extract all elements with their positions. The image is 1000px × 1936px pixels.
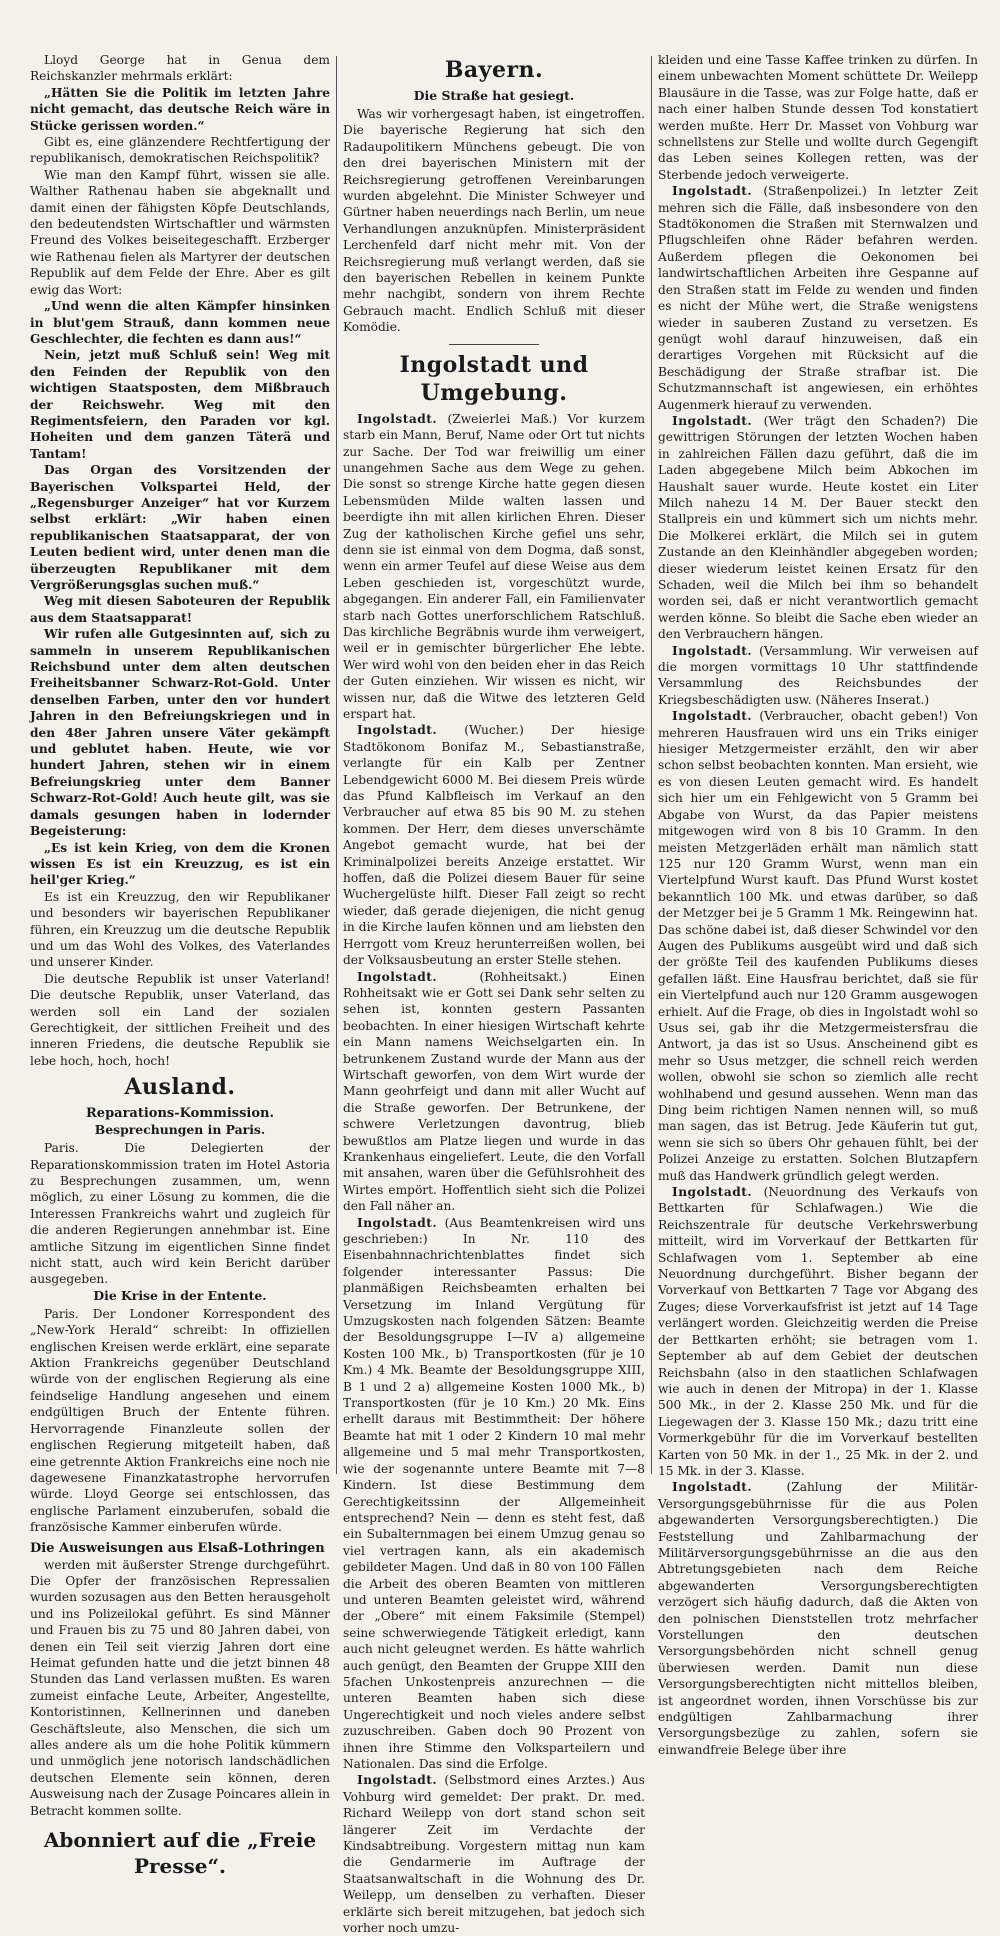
- divider: [449, 344, 539, 345]
- paragraph: Was wir vorhergesagt haben, ist eingetroffen. Die bayerische Regierung hat sich den Radaupolitikern Münchens gebeugt. Die von den drei bayerischen Ministern mit der Reichsregierung getroffenen Vereinbarungen wurden abgelehnt. Die Minister Schweyer und Gürtner haben neuerdings nach Berlin, um neue Verhandlungen anzuknüpfen. Ministerpräsident Lerchenfeld darf nicht mehr mit. Von der Reichsregierung muß verlangt werden, daß sie den bayerischen Rebellen in keinem Punkte mehr nachgibt, sondern von ihrem Rechte Gebrauch macht. Endlich Schluß mit dieser Komödie.: [343, 107, 645, 335]
- news-text: (Wer trägt den Schaden?) Die gewittrigen Störungen der letzten Wochen haben in zahlreichen Fällen dazu geführt, daß die im Laden abgegebene Milch beim Abkochen im Haushalt sauer wurde. Heute kostet ein Liter Milch nahezu 14 M. Der Bauer steckt den Stallpreis ein und kümmert sich um nichts mehr. Die Molkerei erklärt, die Milch sei in gutem Zustande an den Kleinhändler abgegeben worden; dieser wiederum leistet keinen Ersatz für den Schaden, weil die Milch bei ihm so behandelt worden sei, daß er nicht verantwortlich gemacht werden könne. So bleibt die Sache eben wieder an den Verbrauchern hängen.: [658, 413, 979, 642]
- paragraph: Das Organ des Vorsitzenden der Bayerischen Volkspartei Held, der „Regensburger Anzeiger“ hat vor Kurzem selbst erklärt: „Wir haben einen republikanischen Staatsapparat, der von Leuten bedient wird, unter denen man die überzeugten Republikaner mit dem Vergrößerungsglas suchen muß.“: [30, 463, 330, 592]
- dateline: Ingolstadt.: [672, 709, 753, 724]
- paragraph: Es ist ein Kreuzzug, den wir Republikaner und besonders wir bayerischen Republikaner führen, ein Kreuzzug um die deutsche Republik und um das Wohl des Volkes, des Vaterlandes und unserer Kinder.: [30, 889, 330, 970]
- news-item: [658, 1479, 978, 1758]
- news-text: (Neuordnung des Verkaufs von Bettkarten für Schlafwagen.) Wie die Reichszentrale für deutsche Verkehrswerbung mitteilt, wird im Vorverkauf der Bettkarten für Schlafwagen vom 1. September ab eine Neuordnung durchgeführt. Bisher begann der Vorverkauf von Bettkarten 7 Tage vor Abgang des Zuges; diese Vorverkaufsfrist ist jetzt auf 14 Tage verlängert worden. Gleichzeitig werden die Preise der Bettkarten erhöht; sie betragen vom 1. September ab auf dem Gebiet der deutschen Reichsbahn (also in den staatlichen Schlafwagen wie auch in denen der Mitropa) in der 1. Klasse 500 Mk., in der 2. Klasse 250 Mk. und für die Liegewagen der 3. Klasse 150 Mk.; dazu tritt eine Vormerkgebühr für die im Vorverkauf bestellten Karten von 50 Mk. in der 1., 25 Mk. in der 2. und 15 Mk. in der 3. Klasse.: [658, 1185, 978, 1478]
- dateline: Ingolstadt.: [357, 1215, 438, 1230]
- dateline: Ingolstadt.: [357, 1773, 438, 1788]
- dateline: Ingolstadt.: [672, 413, 753, 428]
- section-heading-bayern: Bayern.: [444, 57, 544, 83]
- news-item: [343, 1772, 645, 1936]
- column-divider: [336, 56, 337, 1474]
- paragraph: Paris. Der Londoner Korrespondent des „New-York Herald“ schreibt: In offiziellen englischen Kreisen werde erklärt, eine separate Aktion Frankreichs gegenüber Deutschland würde von der englischen Regierung als eine feindselige Handlung angesehen und einem endgültigen Bruch der Entente führen. Hervorragende Finanzleute sollen der englischen Regierung mitgeteilt haben, daß eine getrennte Aktion Frankreichs eine noch nie dagewesene Finanzkatastrophe hervorrufen würde. Lloyd George sei entschlossen, das englische Parlament einzuberufen, sobald die französische Kammer einberufen würde.: [30, 1306, 330, 1535]
- news-text: (Zweierlei Maß.) Vor kurzem starb ein Mann, Beruf, Name oder Ort tut nichts zur Sache. Der Tod war freiwillig um einer unangehmen Sache aus dem Wege zu gehen. Die sonst so strenge Kirche hatte gegen diesen Lebensmüden Milde walten lassen und beerdigte ihn mit allen kirlichen Ehren. Dieser Zug der katholischen Kirche gefiel uns sehr, denn sie ist einmal von dem Dogma, daß sonst, wenn ein armer Teufel auf diese Weise aus dem Leben geschieden ist, vorgeschützt wurde, abgegangen. Ein anderer Fall, ein Familienvater starb nach Gottes unerforschlichem Ratschluß. Das kirchliche Begräbnis wurde ihm verweigert, weil er in gemischter bürgerlicher Ehe lebte. Wer wird wohl von den beiden eher in das Reich der Guten einziehen. Wir wissen es nicht, wir wissen nur, daß die Witwe des letzteren Geld erspart hat.: [343, 411, 646, 721]
- column-left: [30, 52, 330, 1879]
- news-item: [343, 969, 645, 1215]
- news-text: (Verbraucher, obacht geben!) Von mehreren Hausfrauen wird uns ein Triks einiger hiesiger Metzgermeister erzählt, den wir aber schon selbst beobachten konnten. Man ersieht, wie es von diesen Leuten gemacht wird. Es handelt sich hier um ein Fehlgewicht von 5 Gramm bei Abgabe von Wurst, da das Papier meistens mitgewogen wird von 8 bis 10 Gramm. In den meisten Metzgerläden erhält man nämlich statt 125 nur 120 Gramm Wurst, wenn man ein Viertelpfund Wurst kauft. Das Pfund Wurst kostet bekanntlich 100 Mk. und etwas darüber, so daß der Metzger bei je 5 Gramm 1 Mk. Reingewinn hat. Das schöne dabei ist, daß dieser Schwindel vor den Augen des Publikums ausgeübt wird und daß sich der größte Teil des kaufenden Publikums dieses gefallen läßt. Eine Hausfrau berichtet, daß sie für ein Viertelpfund auch nur 120 Gramm ausgewogen erhielt. Auf die Frage, ob dies in Ingolstadt wohl so Usus sei, gab ihr die Metzgermeistersfrau die Antwort, ja das ist so Usus. Anscheinend gibt es mehr so Usus metzger, die schnell reich werden wollen, obwohl sie schon so ziemlich alle recht wohlhabend und gesund aussehen. Wenn man das Ding beim richtigen Namen nennen will, so muß man sagen, das ist Betrug. Jede Käuferin tut gut, wenn sie sich so übers Ohr gehauen fühlt, bei der Polizei Anzeige zu erstatten. Solchen Blutzapfern muß das Handwerk gründlich gelegt werden.: [658, 709, 979, 1183]
- news-text: (Straßenpolizei.) In letzter Zeit mehren sich die Fälle, daß insbesondere von den Stadtökonomen die Straßen mit Sternwalzen und Pflugschleifen ohne Räder befahren werden. Außerdem pflegen die Oekonomen bei landwirtschaftlichen Arbeiten ihre Gespanne auf den Straßen statt im Felde zu wenden und finden es nicht der Mühe wert, die Straße wenigstens wieder in sauberen Zustand zu versetzen. Es genügt wohl darauf hinzuweisen, daß ein derartiges Vorgehen mit Rücksicht auf die Beschädigung der Straße strafbar ist. Die Schutzmannschaft ist angewiesen, ein erhöhtes Augenmerk hierauf zu verwenden.: [658, 184, 978, 412]
- dateline: Ingolstadt.: [357, 723, 438, 738]
- paragraph: werden mit äußerster Strenge durchgeführt. Die Opfer der französischen Repressalien wurden sozusagen aus den Betten herausgeholt und ins Polizeilokal geführt. Es sind Männer und Frauen bis zu 75 und 80 Jahren dabei, von denen ein Teil seit vierzig Jahren dort eine Heimat gefunden hatte und die jetzt binnen 48 Stunden das Land verlassen mußten. Es waren zumeist einfache Leute, Arbeiter, Angestellte, Kontoristinnen, Kellnerinnen und daneben Geschäftsleute, also Menschen, die sich um alles andere als um die hohe Politik kümmern und unmöglich jene notorisch landschädlichen deutschen Elemente sein können, deren Ausweisung nach der Zusage Poincares allein in Betracht kommen sollte.: [30, 1557, 330, 1818]
- news-item: [343, 411, 645, 723]
- paragraph: Wir rufen alle Gutgesinnten auf, sich zu sammeln in unserem Republikanischen Reichsbund unter dem alten deutschen Freiheitsbanner Schwarz-Rot-Gold. Unter denselben Farben, unter den vor hundert Jahren in den Befreiungskriegen und in den 48er Jahren unsere Väter gekämpft und geblutet haben. Heute, wie vor hundert Jahren, stehen wir in einem Befreiungskrieg unter dem Banner Schwarz-Rot-Gold! Auch heute gilt, was sie damals gesungen haben in lodernder Begeisterung:: [30, 627, 330, 839]
- article-title: Reparations-Kommission.: [86, 1106, 274, 1122]
- news-item: [658, 708, 978, 1184]
- news-item: [343, 1215, 645, 1773]
- news-text: (Selbstmord eines Arztes.) Aus Vohburg wird gemeldet: Der prakt. Dr. med. Richard Weilepp von dort stand schon seit längerer Zeit im Verdachte der Kindsabtreibung. Vorgestern mittag nun kam die Gendarmerie im Auftrage der Staatsanwaltschaft in die Wohnung des Dr. Weilepp, um denselben zu verhaften. Dieser erklärte sich bereit mitzugehen, bat jedoch sich vorher noch umzu-: [343, 1773, 645, 1936]
- paragraph: Gibt es, eine glänzendere Rechtfertigung der republikanisch, demokratischen Reichspolitik?: [30, 135, 330, 166]
- dateline: Ingolstadt.: [672, 1185, 753, 1200]
- paragraph: Nein, jetzt muß Schluß sein! Weg mit den Feinden der Republik von den wichtigen Staatsposten, dem Mißbrauch der Reichswehr. Weg mit den Regimentsfeiern, den Paraden vor kgl. Hoheiten und dem ganzen Täterä und Tantam!: [30, 348, 330, 461]
- dateline: Ingolstadt.: [672, 184, 753, 199]
- paragraph: Die deutsche Republik ist unser Vaterland! Die deutsche Republik, unser Vaterland, das werden soll ein Land der sozialen Gerechtigkeit, der sittlichen Freiheit und des inneren Friedens, die deutsche Republik sie lebe hoch, hoch, hoch!: [30, 971, 330, 1068]
- quote: „Und wenn die alten Kämpfer hinsinken in blut'gem Strauß, dann kommen neue Geschlechter, die fechten es dann aus!“: [30, 299, 330, 346]
- news-text: (Wucher.) Der hiesige Stadtökonom Bonifaz M., Sebastianstraße, verlangte für ein Kalb per Zentner Lebendgewicht 6000 M. Bei diesem Preis würde das Pfund Kalbfleisch im Verkauf an den Verbraucher auf etwa 85 bis 90 M. zu stehen kommen. Der Herr, dem dieses unverschämte Angebot gemacht wurde, hat bei der Kriminalpolizei bereits Anzeige erstattet. Wir hoffen, daß die Polizei diesem Bauer für seine Wuchergelüste hilft. Dieser Fall zeigt so recht wieder, daß gerade diejenigen, die nicht genug in die Kirche laufen können und am liebsten den Herrgott vom Kreuz herunterreißen wollen, bei der Volksausbeutung an erster Stelle stehen.: [343, 723, 646, 968]
- article-title: Die Straße hat gesiegt.: [413, 88, 575, 103]
- article-title: Die Krise in der Entente.: [93, 1287, 267, 1303]
- quote: „Hätten Sie die Politik im letzten Jahre nicht gemacht, das deutsche Reich wäre in Stücke gerissen worden.“: [30, 85, 330, 133]
- dateline: Ingolstadt.: [672, 643, 753, 658]
- news-item: [658, 1184, 978, 1479]
- column-divider: [651, 56, 652, 1474]
- dateline: Ingolstadt.: [357, 411, 438, 426]
- section-heading-ausland: Ausland.: [124, 1074, 236, 1101]
- news-text: (Aus Beamtenkreisen wird uns geschrieben:) In Nr. 110 des Eisenbahnnachrichtenblattes findet sich folgender interessanter Passus: Die planmäßigen Reichsbeamten erhalten bei Versetzung im Inland Vergütung für Umzugskosten nach folgenden Sätzen: Beamte der Besoldungsgruppe I—IV a) allgemeine Kosten 100 Mk., b) Transportkosten (für je 10 Km.) 4 Mk. Beamte der Besoldungsgruppe XIII, B 1 und 2 a) allgemeine Kosten 1000 Mk., b) Transportkosten (für je 10 Km.) 20 Mk. Eins erhellt daraus mit Bestimmtheit: Der höhere Beamte hat mit 1 oder 2 Kindern 10 mal mehr allgemeine und 5 mal mehr Transportkosten, wie der sogenannte untere Beamte mit 7—8 Kindern. Ist diese Bestimmung dem Gerechtigkeitssinn der Allgemeinheit entsprechend? Nein — denn es steht fest, daß ein Subalternmagen bei einem Umzug genau so viel vertragen kann, als ein akademisch gebildeter Magen. Und daß in 80 von 100 Fällen die Arbeit des oberen Beamten von mittleren und unteren Beamten geleistet wird, während der „Obere“ mit einem Faksimile (Stempel) seine schwerwiegende Tätigkeit erledigt, kann auch nicht geleugnet werden. Es hätte wahrlich auch genügt, den Beamten der Gruppe XIII den 5fachen Unkostenpreis anzurechnen — die unteren Beamten haben sich diese Ungerechtigkeit und noch vieles andere selbst zuzuschreiben. Gaben doch 90 Prozent von ihnen ihre Stimme den Volksparteilern und Nationalen. Das sind die Erfolge.: [343, 1215, 646, 1771]
- news-item: [658, 643, 978, 709]
- column-right: [658, 52, 979, 1757]
- news-item: [658, 413, 978, 643]
- news-text: (Versammlung. Wir verweisen auf die morgen vormittags 10 Uhr stattfindende Versammlung des Reichsbundes der Kriegsbeschädigten usw. (Näheres Inserat.): [658, 643, 978, 707]
- paragraph: kleiden und eine Tasse Kaffee trinken zu dürfen. In einem unbewachten Moment schüttete Dr. Weilepp Blausäure in die Tasse, was zur Folge hatte, daß er nach einer halben Stunde dessen Tod konstatiert werden mußte. Herr Dr. Masset von Vohburg war schnellstens zur Stelle und wollte durch Gegengift das Leben seines Kollegen retten, was der Sterbende jedoch verweigerte.: [658, 53, 978, 182]
- article-title: Die Ausweisungen aus Elsaß-Lothringen: [30, 1540, 325, 1556]
- paragraph: Wie man den Kampf führt, wissen sie alle. Walther Rathenau haben sie abgeknallt und damit einen der fähigsten Köpfe Deutschlands, den bedeutendsten Wirtschaftler und wärmsten Freund des Volkes beiseitegeschafft. Erzberger wie Rathenau fielen als Martyrer der deutschen Republik auf dem Felde der Ehre. Aber es gilt ewig das Wort:: [30, 167, 330, 297]
- subscription-notice: Abonniert auf die „Freie Presse“.: [43, 1828, 317, 1879]
- news-text: (Rohheitsakt.) Einen Rohheitsakt wie er Gott sei Dank sehr selten zu sehen ist, konnten gestern Passanten beobachten. In einer hiesigen Wirtschaft kehrte ein Mann namens Weichselgarten ein. In betrunkenem Zustand wurde der Mann aus der Wirtschaft geworfen, von dem Wirt wurde der Mann geohrfeigt und dann mit aller Wucht auf die Straße geworfen. Der Betrunkene, der schwere Verletzungen davontrug, blieb bewußtlos am Platze liegen und wurde in das Krankenhaus eingeliefert. Leute, die den Vorfall mit ansahen, waren über die Gefühlsrohheit des Wirtes empört. Hoffentlich sieht sich die Polizei den Fall näher an.: [343, 969, 645, 1214]
- paragraph: Paris. Die Delegierten der Reparationskommission traten im Hotel Astoria zu Besprechungen zusammen, um, wenn möglich, zu einer Lösung zu kommen, die die Interessen Frankreichs wahrt und zugleich für die anderen Regierungen annehmbar ist. Eine amtliche Sitzung im eigentlichen Sinne findet nicht statt, auch wird kein Bericht darüber ausgegeben.: [30, 1141, 330, 1287]
- paragraph: Lloyd George hat in Genua dem Reichskanzler mehrmals erklärt:: [30, 53, 330, 84]
- article-subtitle: Besprechungen in Paris.: [94, 1122, 266, 1138]
- paragraph: Weg mit diesen Saboteuren der Republik aus dem Staatsapparat!: [30, 594, 330, 625]
- dateline: Ingolstadt.: [357, 969, 438, 984]
- news-item: [343, 722, 645, 968]
- dateline: Ingolstadt.: [672, 1480, 753, 1495]
- section-heading-ingolstadt: Ingolstadt und Umgebung.: [399, 351, 589, 406]
- news-text: (Zahlung der Militär-Versorgungsgebührnisse für die aus Polen abgewanderten Versorgungsberechtigten.) Die Feststellung und Zahlbarmachung der Militärversorgungsgebührnisse an die aus den Abtretungsgebieten nach dem Reiche abgewanderten Versorgungsberechtigten verzögert sich häufig dadurch, daß die Akten von den polnischen Dienststellen trotz mehrfacher Vorstellungen den deutschen Versorgungsbehörden nicht schnell genug überwiesen werden. Damit nun diese Versorgungsberechtigten nicht mittellos bleiben, ist angeordnet worden, ihnen Vorschüsse bis zur endgültigen Zahlbarmachung ihrer Versorgungsbezüge zu zahlen, sofern sie einwandfreie Belege über ihre: [658, 1480, 979, 1757]
- news-item: [658, 183, 978, 413]
- quote: „Es ist kein Krieg, von dem die Kronen wissen Es ist ein Kreuzzug, es ist ein heil'ger Krieg.“: [30, 840, 330, 888]
- column-middle: [343, 52, 646, 1936]
